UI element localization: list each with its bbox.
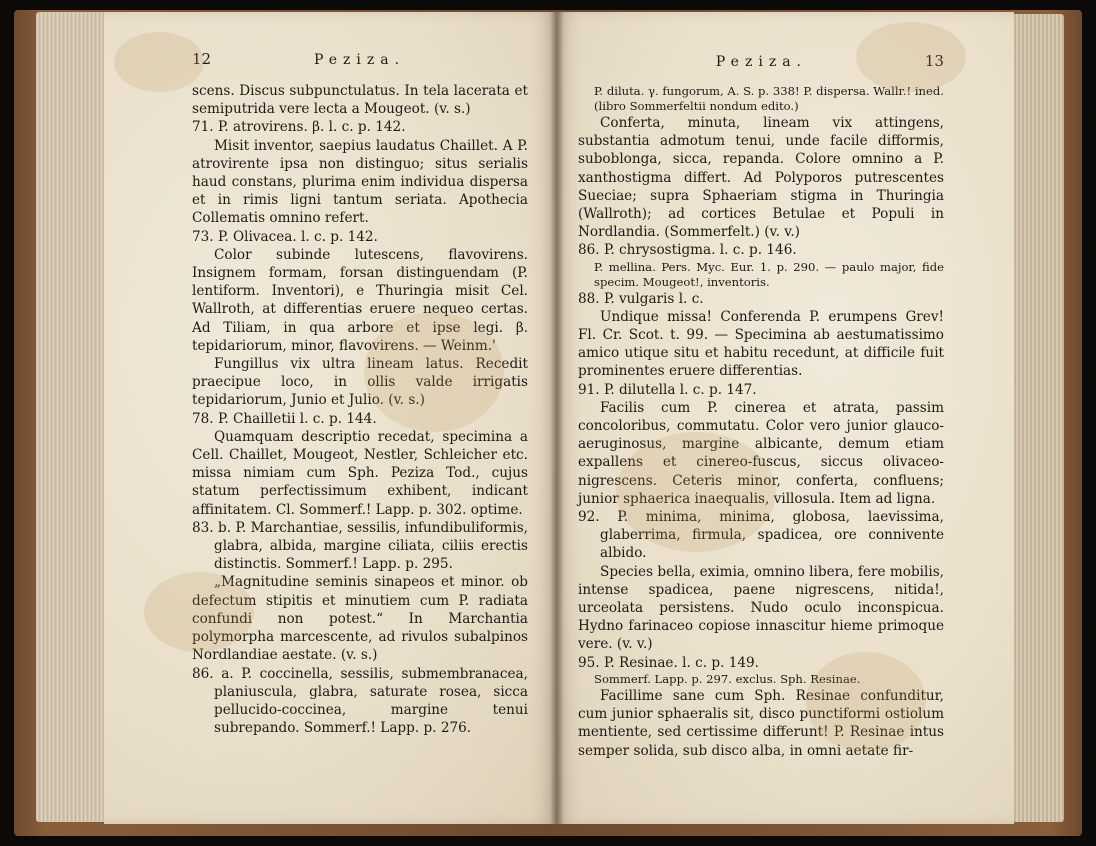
synonym-line: P. mellina. Pers. Myc. Eur. 1. p. 290. — paulo major, fide specim. Mougeot!, inventoris. [594,259,944,289]
page-edges-left [36,12,110,822]
right-page-text [578,84,944,760]
paragraph: Color subinde lutescens, flavovirens. Insignem formam, forsan distinguendam (P. lentiform. Inventori), e Thuringia misit Cel. Wallroth, at differentias eruere nequeo certas. Ad Tiliam, in qua arbore et ipse legi. β. tepidariorum, minor, flavovirens. — Weinm.' [192,246,528,354]
synonym-line: Sommerf. Lapp. p. 297. exclus. Sph. Resinae. [594,671,861,686]
left-page-text [192,82,528,737]
running-head-left [192,50,528,74]
entry-heading: 91. P. dilutella l. c. p. 147. [578,381,757,398]
entry-heading: 86. a. P. coccinella, sessilis, submembranacea, planiuscula, glabra, saturate rosea, sicca pellucido-coccinea, margine tenui subrepando. Sommerf.! Lapp. p. 276. [192,665,528,737]
synonym-line: P. diluta. γ. fungorum, A. S. p. 338! P. dispersa. Wallr.! ined. (libro Sommerfeltii nondum edito.) [594,84,944,113]
page-number: 13 [924,52,944,70]
running-title: Peziza. [313,52,406,68]
paragraph: Fungillus vix ultra lineam latus. Recedit praecipue loco, in ollis valde irrigatis tepidariorum, Junio et Julio. (v. s.) [192,356,528,409]
paragraph: „Magnitudine seminis sinapeos et minor. ob defectum stipitis et minutiem cum P. radiata confundi non potest.“ In Marchantia polymorpha marcescente, ad rivulos subalpinos Nordlandiae aestate. (v. s.) [192,574,528,664]
paragraph: Species bella, eximia, omnino libera, fere mobilis, intense spadicea, paene nigrescens, nitida!, urceolata persistens. Nudo oculo inconspicua. Hydno farinaceo copiose innascitur hieme primoque vere. (v. v.) [578,563,944,653]
paragraph: scens. Discus subpunctulatus. In tela lacerata et semiputrida vere lecta a Mougeot. (v. s.) [192,83,528,118]
entry-heading: 83. b. P. Marchantiae, sessilis, infundibuliformis, glabra, albida, margine ciliata, ciliis erectis distinctis. Sommerf.! Lapp. p. 295. [192,519,528,573]
entry-heading: 92. P. minima, minima, globosa, laevissima, glaberrima, firmula, spadicea, ore connivente albido. [578,509,944,562]
page-number: 12 [192,50,212,68]
entry-heading: 88. P. vulgaris l. c. [578,290,704,307]
entry-heading: 86. P. chrysostigma. l. c. p. 146. [578,242,797,259]
paragraph: Facilis cum P. cinerea et atrata, passim concoloribus, commutatu. Color vero junior glauco-aeruginosus, margine albicante, demum etiam expallens et cinereo-fuscus, siccus olivaceo-nigrescens. Ceteris minor, conferta, confluens; junior sphaerica inaequalis, villosula. Item ad ligna. [578,399,944,507]
page-edges-right [1010,14,1064,822]
entry-heading: 95. P. Resinae. l. c. p. 149. [578,654,759,671]
entry-heading: 73. P. Olivacea. l. c. p. 142. [192,228,378,245]
entry-heading: 71. P. atrovirens. β. l. c. p. 142. [192,119,406,136]
left-page [104,12,556,824]
paragraph: Conferta, minuta, lineam vix attingens, substantia admotum tenui, unde facile difformis, suboblonga, sicca, repanda. Colore omnino a P. xanthostigma differt. Ad Polyporos putrescentes Sueciae; supra Sphaeriam stigma in Thuringia (Wallroth); ad cortices Betulae et Populi in Nordlandia. (Sommerfelt.) (v. v.) [578,115,944,241]
book-gutter [550,12,564,824]
entry-heading: 78. P. Chailletii l. c. p. 144. [192,410,377,427]
paragraph: Quamquam descriptio recedat, specimina a Cell. Chaillet, Mougeot, Nestler, Schleicher etc. missa nimiam cum Sph. Peziza Tod., cujus statum perfectissimum exhibent, indicant affinitatem. Cl. Sommerf.! Lapp. p. 302. optime. [192,428,528,518]
paragraph: Undique missa! Conferenda P. erumpens Grev! Fl. Cr. Scot. t. 99. — Specimina ab aestumatissimo amico utique situ et habitu recedunt, at difficile fuit prominentes eruere differentias. [578,308,944,380]
paragraph: Facillime sane cum Sph. Resinae confunditur, cum junior sphaeralis sit, disco punctiformi ostiolum mentiente, sed certissime differunt! P. Resinae intus semper solida, sub disco alba, in omni aetate fir- [578,687,944,759]
right-page [556,12,1014,824]
running-head-right [578,52,944,76]
paragraph: Misit inventor, saepius laudatus Chaillet. A P. atrovirente ipsa non distinguo; situs serialis haud constans, plurima enim individua dispersa et in rimis ligni tantum seriata. Apothecia Collematis omnino refert. [192,137,528,227]
running-title: Peziza. [715,54,807,70]
